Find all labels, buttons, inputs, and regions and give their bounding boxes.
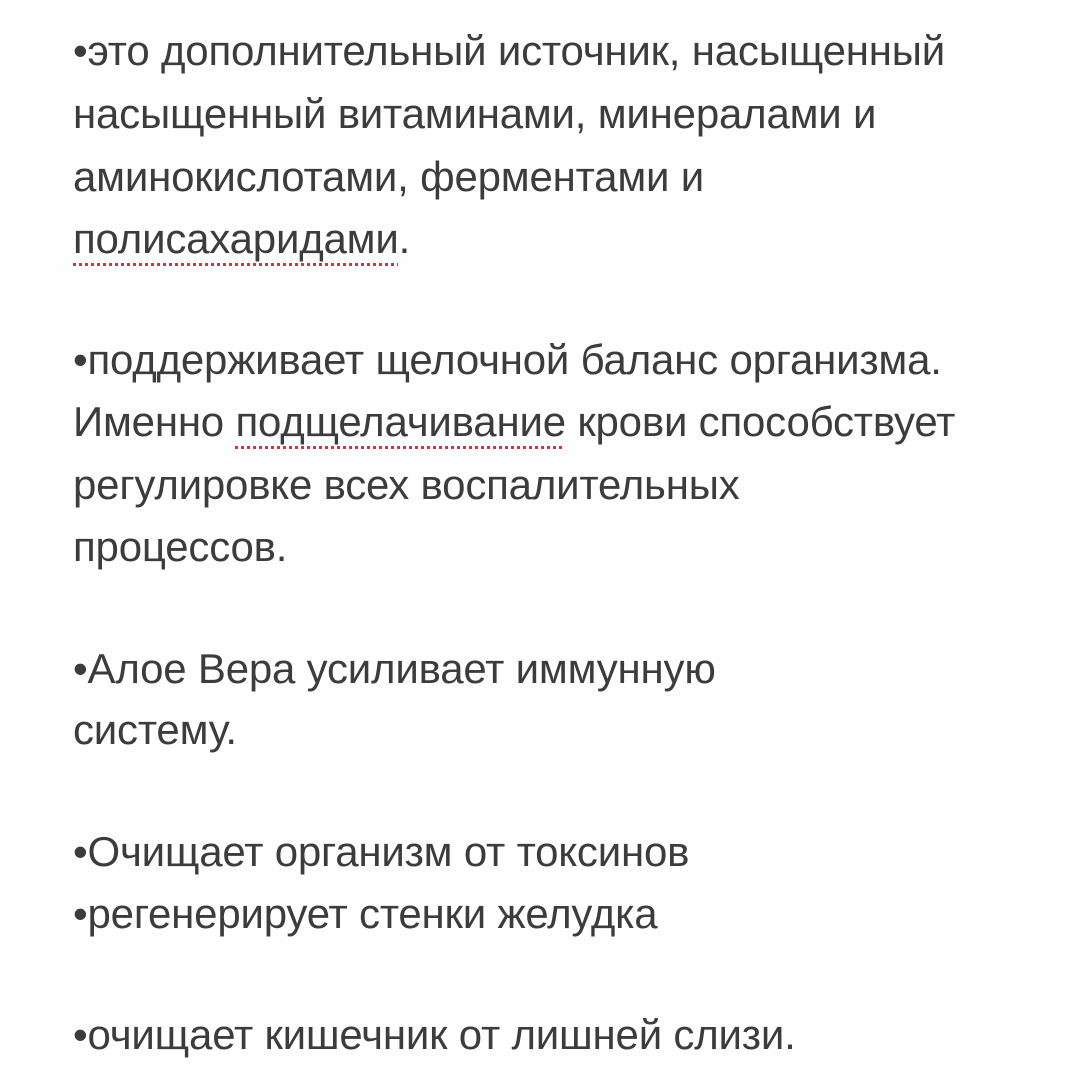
text-line: [73, 27, 945, 74]
text-run: •это дополнительный источник, насыщенный: [73, 27, 945, 74]
text-line: [73, 153, 704, 200]
text-line: [73, 461, 740, 508]
text-run: .: [398, 215, 411, 262]
text-run: Именно: [73, 398, 236, 445]
text-run: регулировке всех воспалительных: [73, 461, 740, 508]
text-line: [73, 828, 690, 875]
text-line: [73, 215, 411, 262]
text-run: •поддерживает щелочной баланс организма.: [73, 336, 942, 383]
text-run: •Алое Вера усиливает иммунную: [73, 645, 716, 692]
text-run: крови способствует: [565, 398, 956, 445]
text-line: [73, 706, 237, 753]
text-run: •очищает кишечник от лишней слизи.: [73, 1011, 796, 1058]
spellcheck-flagged-word[interactable]: полисахаридами: [73, 215, 399, 262]
text-line: [73, 1011, 796, 1058]
text-run: •Очищает организм от токсинов: [73, 828, 690, 875]
text-line: [73, 398, 956, 445]
text-line: [73, 336, 942, 383]
text-line: [73, 645, 716, 692]
text-run: процессов.: [73, 523, 288, 570]
text-run: •регенерирует стенки желудка: [73, 890, 658, 937]
spellcheck-flagged-word[interactable]: подщелачивание: [235, 398, 566, 445]
text-line: [73, 523, 288, 570]
text-run: систему.: [73, 706, 237, 753]
text-line: [73, 890, 658, 937]
text-run: аминокислотами, ферментами и: [73, 153, 704, 200]
text-line: [73, 90, 877, 137]
text-run: насыщенный витаминами, минералами и: [73, 90, 877, 137]
